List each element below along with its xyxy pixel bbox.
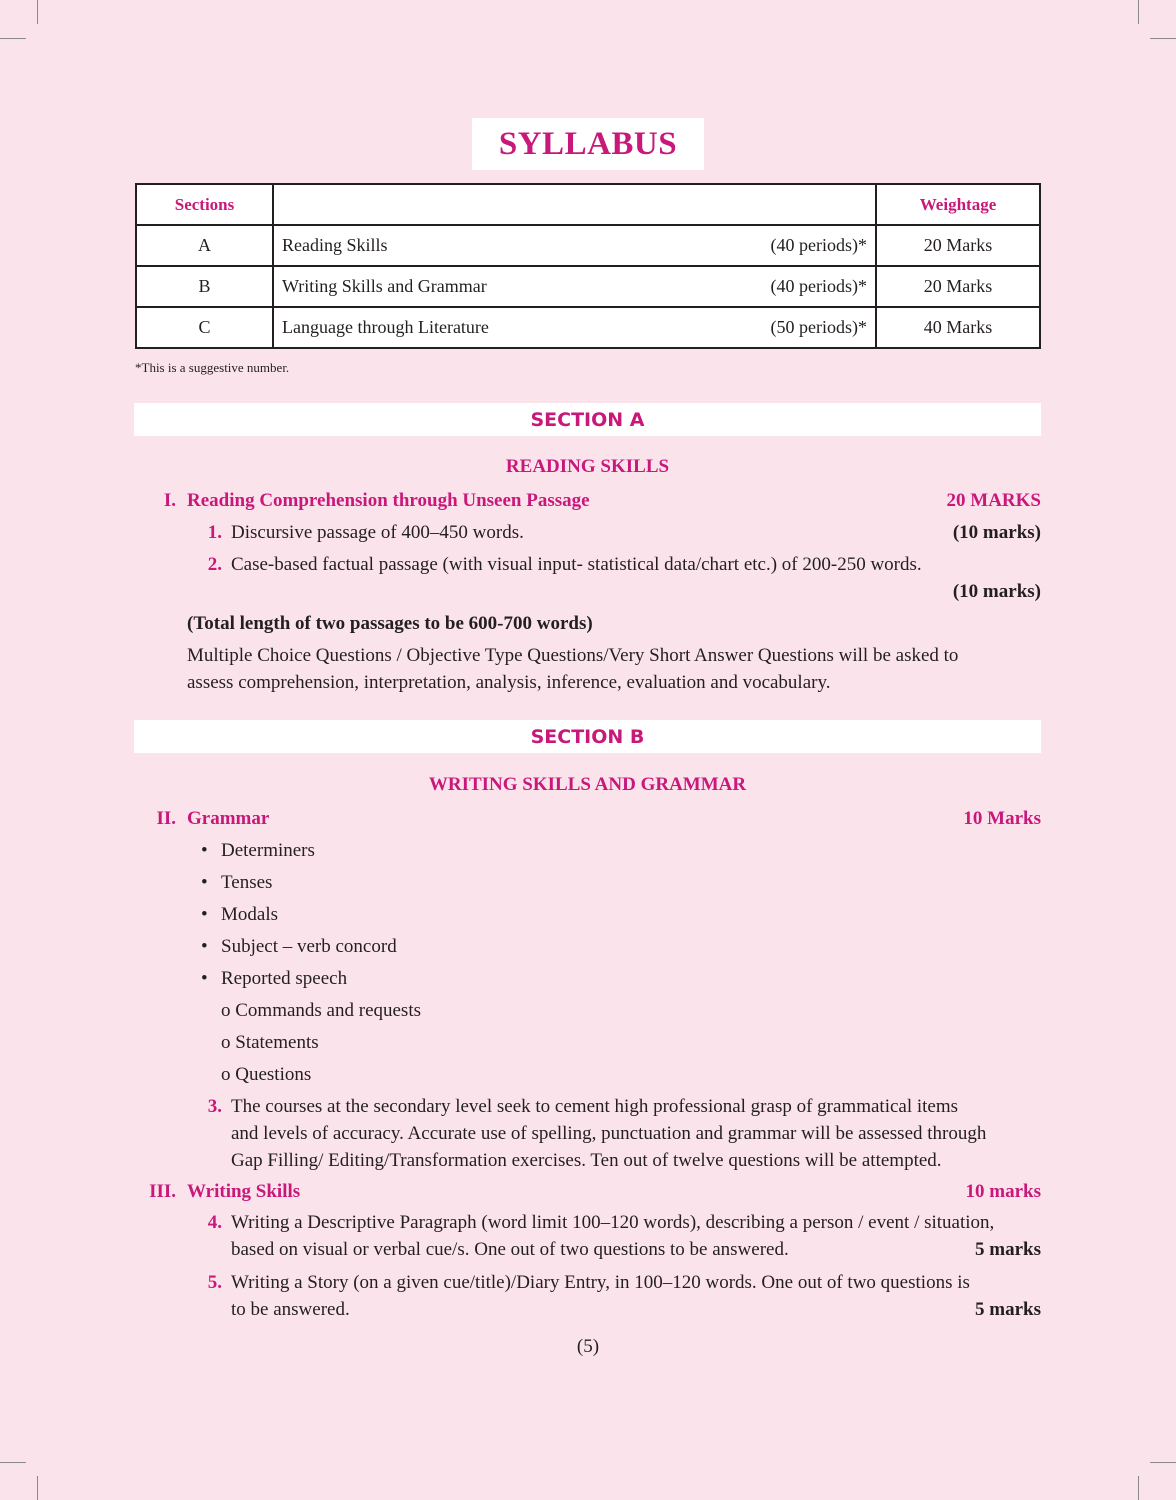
- reading-skills-heading: READING SKILLS: [505, 456, 670, 477]
- table-row: [136, 307, 1040, 348]
- crop-mark: [1138, 0, 1139, 24]
- crop-mark: [1150, 38, 1176, 39]
- point-text: Discursive passage of 400–450 words.: [231, 522, 524, 543]
- cell-weight: 20 Marks: [876, 266, 1040, 307]
- section-periods: (40 periods)*: [770, 235, 867, 255]
- cell-name: [273, 225, 876, 266]
- crop-mark: [0, 1462, 26, 1463]
- point-text: based on visual or verbal cue/s. One out of two questions to be answered.: [231, 1239, 789, 1260]
- item-title: Grammar: [187, 808, 270, 829]
- section-name: Language through Literature: [282, 317, 489, 337]
- point-number: 3.: [207, 1096, 222, 1117]
- point-text: and levels of accuracy. Accurate use of spelling, punctuation and grammar will be assessed through: [231, 1123, 987, 1144]
- cell-weight: 20 Marks: [876, 225, 1040, 266]
- point-marks: 5 marks: [975, 1239, 1041, 1260]
- item-marks: 20 MARKS: [946, 490, 1041, 511]
- crop-mark: [1150, 1462, 1176, 1463]
- point-number: 1.: [207, 522, 222, 543]
- item-marks: 10 marks: [965, 1181, 1041, 1202]
- table-header-row: [136, 184, 1040, 225]
- point-text: The courses at the secondary level seek to cement high professional grasp of grammatical items: [231, 1096, 959, 1117]
- section-a-band: [134, 403, 1041, 436]
- grammar-topic: • Modals: [221, 901, 278, 928]
- item-number: III.: [149, 1181, 176, 1202]
- section-periods: (40 periods)*: [770, 276, 867, 296]
- point-text: Case-based factual passage (with visual input- statistical data/chart etc.) of 200-250 words.: [231, 554, 922, 575]
- assessment-paragraph-line: assess comprehension, interpretation, analysis, inference, evaluation and vocabulary.: [187, 672, 831, 693]
- point-number: 4.: [207, 1212, 222, 1233]
- point-marks: (10 marks): [952, 581, 1041, 602]
- point-marks: (10 marks): [952, 522, 1041, 543]
- item-marks: 10 Marks: [963, 808, 1041, 829]
- cell-section: C: [136, 307, 273, 348]
- item-title: Reading Comprehension through Unseen Passage: [187, 490, 590, 511]
- item-number: I.: [163, 490, 176, 511]
- cell-section: B: [136, 266, 273, 307]
- header-weightage: Weightage: [876, 184, 1040, 225]
- section-name: Writing Skills and Grammar: [282, 276, 487, 296]
- point-text: Writing a Descriptive Paragraph (word limit 100–120 words), describing a person / event / situation,: [231, 1212, 995, 1233]
- point-number: 2.: [207, 554, 222, 575]
- section-periods: (50 periods)*: [770, 317, 867, 337]
- grammar-topic: • Subject – verb concord: [221, 933, 397, 960]
- cell-name: [273, 266, 876, 307]
- header-sections: Sections: [136, 184, 273, 225]
- sub-topic: o Statements: [221, 1032, 319, 1053]
- item-title: Writing Skills: [187, 1181, 301, 1202]
- section-a-title: SECTION A: [530, 408, 645, 431]
- point-number: 5.: [207, 1272, 222, 1293]
- sub-topic: o Commands and requests: [221, 1000, 422, 1021]
- assessment-paragraph-line: Multiple Choice Questions / Objective Type Questions/Very Short Answer Questions will be asked to: [187, 645, 959, 666]
- crop-mark: [37, 0, 38, 24]
- page-number: (5): [576, 1336, 600, 1357]
- section-name: Reading Skills: [282, 235, 388, 255]
- crop-mark: [0, 38, 26, 39]
- grammar-topic: • Determiners: [221, 837, 315, 864]
- cell-section: A: [136, 225, 273, 266]
- total-length-note: (Total length of two passages to be 600-700 words): [187, 613, 593, 634]
- section-b-title: SECTION B: [530, 725, 645, 748]
- point-text: to be answered.: [231, 1299, 350, 1320]
- point-text: Writing a Story (on a given cue/title)/Diary Entry, in 100–120 words. One out of two questions is: [231, 1272, 970, 1293]
- crop-mark: [37, 1476, 38, 1500]
- syllabus-table: [135, 183, 1041, 349]
- section-b-band: [134, 720, 1041, 753]
- page-title: SYLLABUS: [498, 125, 678, 162]
- grammar-topic: • Reported speech: [221, 965, 347, 992]
- table-row: [136, 225, 1040, 266]
- header-blank: [273, 184, 876, 225]
- item-number: II.: [156, 808, 176, 829]
- table-row: [136, 266, 1040, 307]
- cell-name: [273, 307, 876, 348]
- writing-skills-grammar-heading: WRITING SKILLS AND GRAMMAR: [428, 774, 747, 795]
- grammar-topic: • Tenses: [221, 869, 272, 896]
- point-marks: 5 marks: [975, 1299, 1041, 1320]
- title-box: [472, 118, 704, 170]
- point-text: Gap Filling/ Editing/Transformation exercises. Ten out of twelve questions will be attempted.: [231, 1150, 942, 1171]
- sub-topic: o Questions: [221, 1064, 312, 1085]
- cell-weight: 40 Marks: [876, 307, 1040, 348]
- table-footnote: *This is a suggestive number.: [135, 360, 290, 375]
- crop-mark: [1138, 1476, 1139, 1500]
